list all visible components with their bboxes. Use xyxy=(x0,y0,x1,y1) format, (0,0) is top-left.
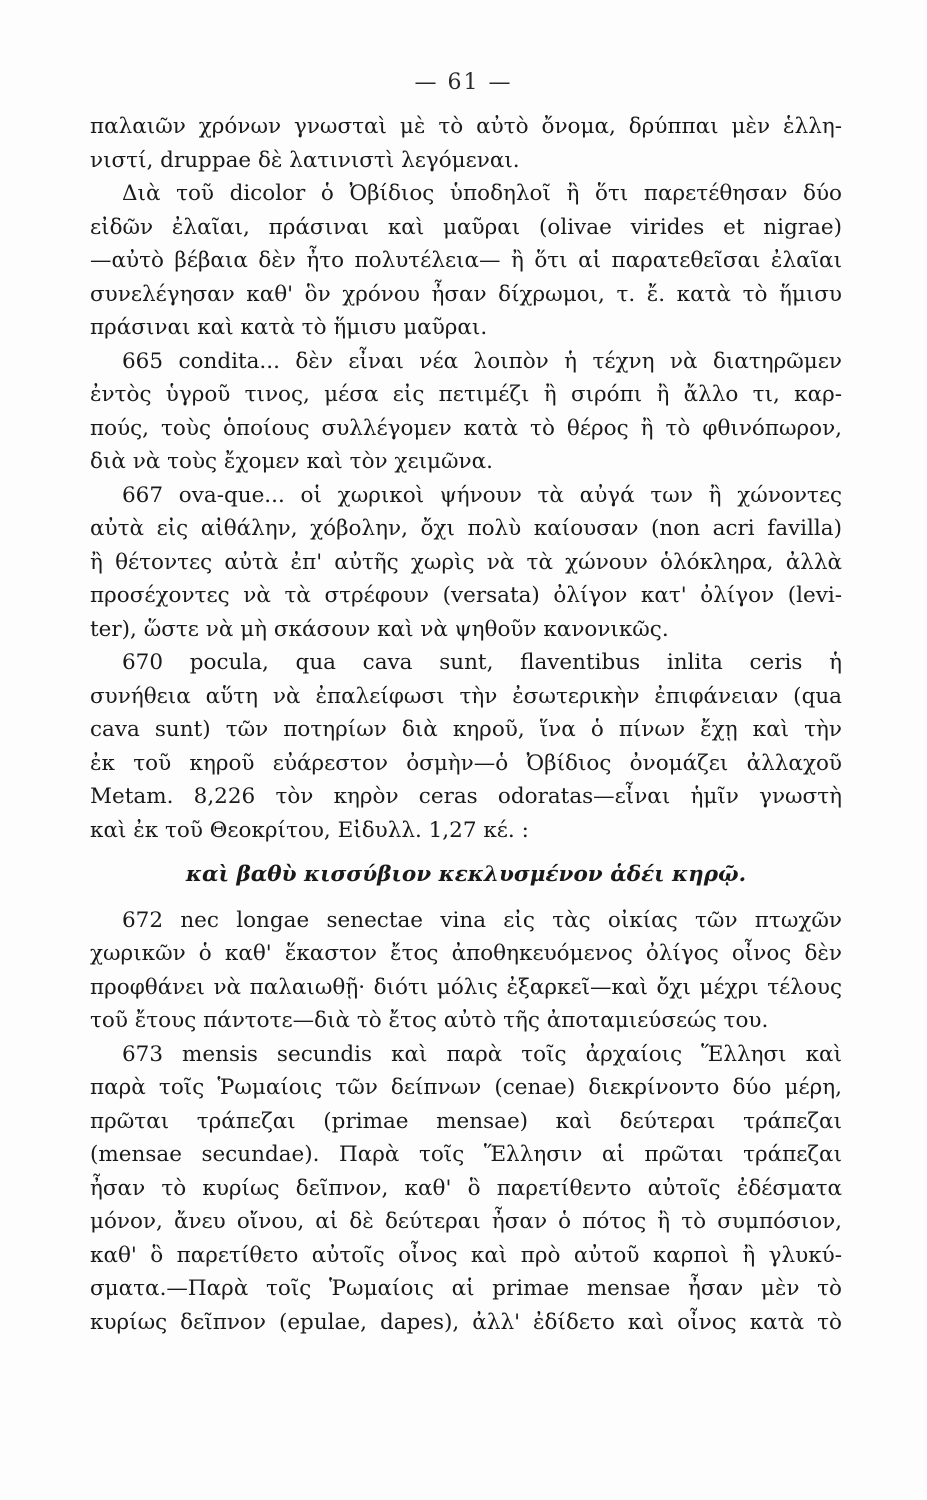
text-line: εἰδῶν ἐλαῖαι, πράσιναι καὶ μαῦραι (olivae virides et nigrae) xyxy=(90,214,842,240)
theocritus-verse-quote: καὶ βαθὺ κισσύβιον κεκλυσμένον ἁδέι κηρῷ. xyxy=(185,862,747,887)
text-line: Διὰ τοῦ dicolor ὁ Ὀβίδιος ὑποδηλοῖ ἢ ὅτι παρετέθησαν δύο xyxy=(122,181,842,206)
text-line: ἦσαν τὸ κυρίως δεῖπνον, καθ' ὃ παρετίθεντο αὐτοῖς ἐδέσματα xyxy=(90,1175,842,1201)
text-line: 673 mensis secundis καὶ παρὰ τοῖς ἀρχαίοις Ἕλλησι καὶ xyxy=(122,1041,842,1067)
text-line: (mensae secundae). Παρὰ τοῖς Ἕλλησιν αἱ πρῶται τράπεζαι xyxy=(90,1142,842,1167)
text-line: ἢ θέτοντες αὐτὰ ἐπ' αὐτῆς χωρὶς νὰ τὰ χώνουν ὁλόκληρα, ἀλλὰ xyxy=(90,549,842,575)
text-line: πράσιναι καὶ κατὰ τὸ ἥμισυ μαῦραι. xyxy=(90,315,488,340)
text-line: καθ' ὃ παρετίθετο αὐτοῖς οἶνος καὶ πρὸ αὐτοῦ καρποὶ ἢ γλυκύ- xyxy=(90,1242,842,1268)
text-line: παλαιῶν χρόνων γνωσταὶ μὲ τὸ αὐτὸ ὄνομα, δρύππαι μὲν ἑλλη- xyxy=(90,114,842,139)
text-line: 670 pocula, qua cava sunt, flaventibus inlita ceris ἡ xyxy=(122,650,842,675)
text-line: ἐκ τοῦ κηροῦ εὐάρεστον ὀσμὴν—ὁ Ὀβίδιος ὀνομάζει ἀλλαχοῦ xyxy=(90,750,842,776)
body-text xyxy=(90,110,842,1339)
text-line: cava sunt) τῶν ποτηρίων διὰ κηροῦ, ἵνα ὁ πίνων ἔχῃ καὶ τὴν xyxy=(90,717,842,742)
text-line: 667 ova-que... οἱ χωρικοὶ ψήνουν τὰ αὐγά των ἢ χώνοντες xyxy=(122,482,842,508)
text-line: προσέχοντες νὰ τὰ στρέφουν (versata) ὀλίγον κατ' ὀλίγον (levi- xyxy=(90,583,842,608)
text-line: —αὐτὸ βέβαια δὲν ἦτο πολυτέλεια— ἢ ὅτι αἱ παρατεθεῖσαι ἐλαῖαι xyxy=(90,248,842,273)
text-line: νιστί, druppae δὲ λατινιστὶ λεγόμεναι. xyxy=(90,147,520,173)
note-673 xyxy=(90,1038,842,1340)
text-line: 672 nec longae senectae vina εἰς τὰς οἰκίας τῶν πτωχῶν xyxy=(122,907,842,933)
note-672 xyxy=(90,904,842,1038)
note-670 xyxy=(90,646,842,847)
text-line: ἐντὸς ὑγροῦ τινος, μέσα εἰς πετιμέζι ἢ σιρόπι ἢ ἄλλο τι, καρ- xyxy=(90,382,842,407)
text-line: προφθάνει νὰ παλαιωθῇ· διότι μόλις ἐξαρκεῖ—καὶ ὄχι μέχρι τέλους xyxy=(90,974,842,1000)
note-667 xyxy=(90,479,842,647)
text-line: σματα.—Παρὰ τοῖς Ῥωμαίοις αἱ primae mensae ἦσαν μὲν τὸ xyxy=(90,1276,842,1301)
text-line: τοῦ ἔτους πάντοτε—διὰ τὸ ἔτος αὐτὸ τῆς ἀποταμιεύσεώς του. xyxy=(90,1008,769,1033)
text-line: μόνον, ἄνευ οἴνου, αἱ δὲ δεύτεραι ἦσαν ὁ πότος ἢ τὸ συμπόσιον, xyxy=(90,1209,842,1234)
text-line: κυρίως δεῖπνον (epulae, dapes), ἀλλ' ἐδίδετο καὶ οἶνος κατὰ τὸ xyxy=(90,1309,842,1335)
text-line: πούς, τοὺς ὁποίους συλλέγομεν κατὰ τὸ θέρος ἢ τὸ φθινόπωρον, xyxy=(90,415,842,441)
text-line: πρῶται τράπεζαι (primae mensae) καὶ δεύτεραι τράπεζαι xyxy=(90,1108,842,1134)
paragraph-continuation xyxy=(90,110,842,177)
text-line: ter), ὥστε νὰ μὴ σκάσουν καὶ νὰ ψηθοῦν κανονικῶς. xyxy=(90,616,669,642)
text-line: παρὰ τοῖς Ῥωμαίοις τῶν δείπνων (cenae) διεκρίνοντο δύο μέρη, xyxy=(90,1075,842,1100)
page-number: — 61 — xyxy=(414,70,513,95)
text-line: αὐτὰ εἰς αἰθάλην, χόβολην, ὄχι πολὺ καίουσαν (non acri favilla) xyxy=(90,516,842,541)
text-line: συνελέγησαν καθ' ὃν χρόνου ἦσαν δίχρωμοι, τ. ἔ. κατὰ τὸ ἥμισυ xyxy=(90,281,842,307)
text-line: συνήθεια αὕτη νὰ ἐπαλείφωσι τὴν ἐσωτερικὴν ἐπιφάνειαν (qua xyxy=(90,683,842,709)
note-665 xyxy=(90,345,842,479)
text-line: διὰ νὰ τοὺς ἔχομεν καὶ τὸν χειμῶνα. xyxy=(90,449,493,474)
text-line: χωρικῶν ὁ καθ' ἕκαστον ἔτος ἀποθηκευόμενος ὀλίγος οἶνος δὲν xyxy=(90,941,842,966)
text-line: Metam. 8,226 τὸν κηρὸν ceras odoratas—εἶναι ἡμῖν γνωστὴ xyxy=(90,784,842,809)
note-dicolor xyxy=(90,177,842,345)
text-line: 665 condita... δὲν εἶναι νέα λοιπὸν ἡ τέχνη νὰ διατηρῶμεν xyxy=(122,348,842,374)
text-line: καὶ ἐκ τοῦ Θεοκρίτου, Εἰδυλλ. 1,27 κέ. : xyxy=(90,817,529,843)
